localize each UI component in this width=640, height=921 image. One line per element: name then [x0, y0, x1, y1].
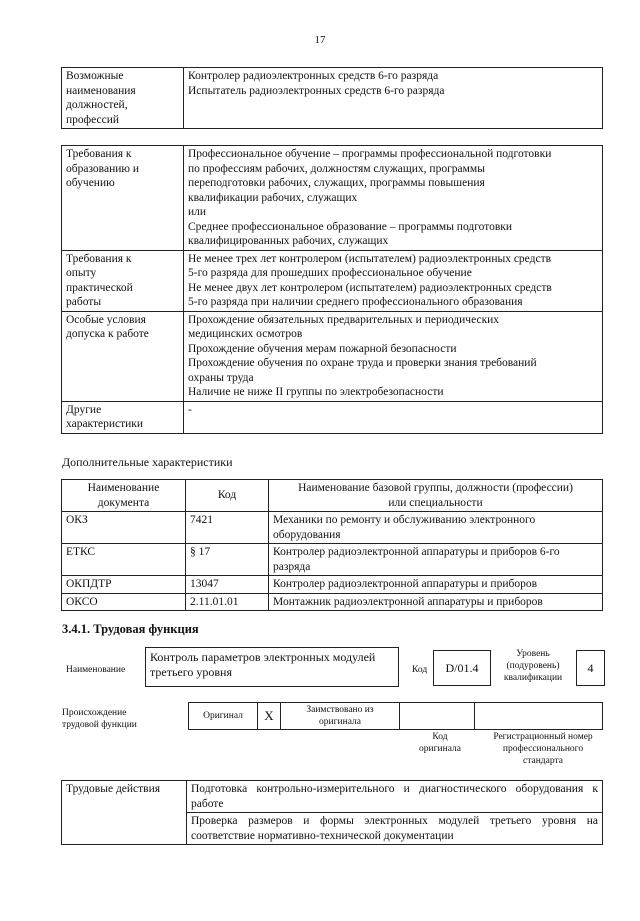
table-row — [62, 311, 603, 401]
additional-characteristics-title: Дополнительные характеристики — [62, 455, 233, 469]
header-doc: Наименование документа — [62, 480, 186, 512]
header-name: Наименование базовой группы, должности (профессии) или специальности — [269, 480, 603, 512]
requirements-table — [61, 145, 603, 434]
origin-code-cell — [400, 703, 475, 730]
qualification-level-label: Уровень (подуровень) квалификации — [503, 649, 563, 683]
name-cell: Механики по ремонту и обслуживанию электронного оборудования — [269, 512, 603, 544]
education-value: Профессиональное обучение – программы профессиональной подготовки по профессиям рабочих, должностям служащих, программы переподготовки рабочих, служащих, программы повышения квалификации рабочих, служащих или Среднее профессиональное образование – программы подготовки квалифицированных рабочих, служащих — [184, 146, 603, 251]
table-row — [62, 68, 603, 129]
labor-actions-label: Трудовые действия — [62, 781, 187, 845]
other-value: - — [184, 401, 603, 433]
experience-label: Требования к опыту практической работы — [62, 250, 184, 311]
additional-table — [61, 479, 603, 611]
education-label: Требования к образованию и обучению — [62, 146, 184, 251]
original-mark: X — [258, 703, 281, 730]
table-row — [189, 703, 603, 730]
experience-value: Не менее трех лет контролером (испытателем) радиоэлектронных средств 5-го разряда для прошедших профессиональное обучение Не менее двух лет контролером (испытателем) радиоэлектронных средств 5-го разряда при наличии среднего профессионального образования — [184, 250, 603, 311]
name-cell: Контролер радиоэлектронной аппаратуры и приборов 6-го разряда — [269, 544, 603, 576]
table-header-row — [62, 480, 603, 512]
labor-action-item: Подготовка контрольно-измерительного и диагностического оборудования к работе — [187, 781, 603, 813]
table-row — [62, 250, 603, 311]
code-cell: § 17 — [186, 544, 269, 576]
code-cell: 13047 — [186, 576, 269, 594]
table-row — [62, 593, 603, 611]
name-cell: Монтажник радиоэлектронной аппаратуры и приборов — [269, 593, 603, 611]
page-number: 17 — [314, 34, 326, 46]
function-name-label: Наименование — [66, 665, 126, 675]
origin-reg-caption: Регистрационный номер профессионального стандарта — [493, 732, 593, 766]
admission-label: Особые условия допуска к работе — [62, 311, 184, 401]
labor-action-item: Проверка размеров и формы электронных модулей третьего уровня на соответствие нормативно-технической документации — [187, 813, 603, 845]
code-cell: 7421 — [186, 512, 269, 544]
doc-cell: ОКСО — [62, 593, 186, 611]
section-title: 3.4.1. Трудовая функция — [62, 622, 199, 636]
positions-table — [61, 67, 603, 129]
origin-reg-cell — [475, 703, 603, 730]
origin-code-caption: Код оригинала — [419, 732, 461, 754]
doc-cell: ОКПДТР — [62, 576, 186, 594]
qualification-level-box: 4 — [576, 650, 605, 686]
function-code-label: Код — [412, 665, 428, 675]
header-code: Код — [186, 480, 269, 512]
labor-actions-table — [61, 780, 603, 845]
borrowed-label: Заимствовано из оригинала — [281, 703, 400, 730]
original-label: Оригинал — [189, 703, 258, 730]
admission-value: Прохождение обязательных предварительных и периодических медицинских осмотров Прохождение обучения мерам пожарной безопасности Прохождение обучения по охране труда и проверки знания требований охраны труда Наличие не ниже II группы по электробезопасности — [184, 311, 603, 401]
function-code-box: D/01.4 — [433, 650, 491, 686]
table-row — [62, 781, 603, 813]
table-row — [62, 544, 603, 576]
origin-table — [188, 702, 603, 730]
table-row — [62, 512, 603, 544]
code-cell: 2.11.01.01 — [186, 593, 269, 611]
name-cell: Контролер радиоэлектронной аппаратуры и приборов — [269, 576, 603, 594]
function-name-box: Контроль параметров электронных модулей третьего уровня — [145, 647, 399, 687]
table-row — [62, 576, 603, 594]
other-label: Другие характеристики — [62, 401, 184, 433]
positions-value: Контролер радиоэлектронных средств 6-го разряда Испытатель радиоэлектронных средств 6-го разряда — [184, 68, 603, 129]
doc-cell: ЕТКС — [62, 544, 186, 576]
table-row — [62, 401, 603, 433]
table-row — [62, 146, 603, 251]
doc-cell: ОКЗ — [62, 512, 186, 544]
positions-label: Возможные наименования должностей, профессий — [62, 68, 184, 129]
origin-label: Происхождение трудовой функции — [62, 708, 137, 730]
